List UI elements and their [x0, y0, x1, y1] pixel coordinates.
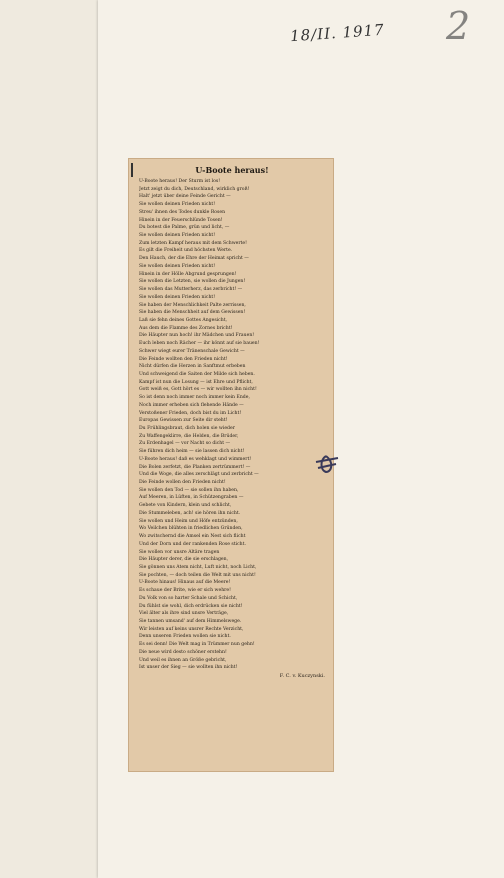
handwritten-date: 18/II. 1917	[289, 20, 386, 46]
poem-line: Du botest die Palme, grün und licht, —	[139, 225, 230, 231]
poem-line: Du fühlst sie wohl, dich erdrücken sie nicht!	[139, 603, 243, 609]
poem-line: Nicht dürfen die Herzen in Sanftmut erbeben	[139, 364, 246, 370]
poem-line: Sie pochten, — doch teilen die Welt mit uns nicht!	[139, 572, 256, 578]
poem-line: U-Boote heraus! Der Sturm ist los!	[139, 179, 221, 184]
poem-line: Zu Waffengeklirre, die Helden, die Brüder,	[139, 433, 239, 439]
poem-author: F. C. v. Kuczynski.	[279, 673, 325, 679]
poem-line: Verstoßener Frieden, doch bist du im Licht!	[139, 410, 242, 416]
poem-line: Es schaue der Brite, wie er sich wehre!	[139, 588, 231, 594]
poem-line: Sie wollen und Heim und Höfe entzünden,	[139, 518, 238, 524]
poem-line: So ist denn noch immer noch immer kein Ende,	[139, 395, 250, 401]
poem-line: Du Frühlingsbraut, dich holen sie wieder	[139, 426, 235, 431]
poem-line: Viel älter als ihre sind unsre Verträge,	[139, 611, 229, 617]
poem-line: Wo zwitschernd die Amsel ein Nest sich flicht	[139, 534, 246, 540]
poem-line: Denn unseren Frieden wollen sie nicht.	[139, 634, 231, 640]
handwritten-page-number: 2	[446, 4, 471, 48]
poem-line: Die Stummeleben, ach! sie hören ihn nicht.	[139, 510, 241, 516]
poem-line: Halt' jetzt über deine Feinde Gericht —	[139, 194, 231, 200]
poem-line: Sie wollen deinen Frieden nicht!	[139, 263, 216, 269]
poem-line: Den Hauch, der die Ehre der Heimat spricht —	[139, 256, 249, 262]
poem-line: Wo Veilchen blühten in friedlichen Gründen,	[139, 526, 243, 532]
poem-line: Schwer wiegt eurer Tränenschale Gewicht —	[139, 348, 245, 354]
poem-line: Sie wollen das Mutterherz, das zerbricht! —	[139, 287, 243, 293]
poem-line: Sie wollen deinen Frieden nicht!	[139, 233, 216, 239]
poem-line: Es gilt die Freiheit und höchsten Werte.	[139, 248, 233, 254]
poem-line: Jetzt zeigt du dich, Deutschland, wirklich groß!	[139, 186, 250, 192]
poem-line: Sie haben die Menschheit auf dem Gewissen!	[139, 310, 246, 316]
poem-line: Laß sie fehn deines Gottes Angesicht,	[139, 317, 228, 323]
poem-line: Auf Meeren, in Lüften, in Schützengraben —	[139, 495, 244, 501]
poem-line: Euch leben noch Rächer — ihr könnt auf sie bauen!	[139, 341, 260, 347]
poem-line: U-Boote hinaus! Hinaus auf die Meere!	[139, 580, 231, 586]
newspaper-clipping	[128, 158, 334, 772]
poem-line: Die Feinde wollen den Frieden nicht!	[139, 480, 226, 486]
poem-line: Streu' ihnen des Todes dunkle Rosen	[139, 209, 226, 215]
poem-line: Und die Woge, die alles zerschlägt und zerbricht —	[139, 472, 259, 478]
poem-line: Wir leisten auf keins unsrer Rechte Verzicht,	[139, 626, 244, 632]
poem-line: Die Bolen zerfetzt, die Planken zertrümmert! —	[139, 464, 251, 470]
poem-line: Sie tannen umsand' auf dem Himmelswege.	[139, 618, 242, 624]
poem-line: Es sei denn! Die Welt mag in Trümmer nun gehn!	[139, 642, 255, 648]
poem-line: Sie wollen deinen Frieden nicht!	[139, 294, 216, 300]
poem-line: U-Boote heraus! daß es wehklagt und wimmert!	[139, 456, 252, 462]
poem-line: Und der Dorn und der rankenden Rose sticht.	[139, 541, 246, 547]
poem-line: Sie gönnen uns Atem nicht, Luft nicht, noch Licht,	[139, 564, 257, 570]
pencil-mark-icon	[312, 454, 342, 474]
poem-line: Hinein in der Feuerschlünde Tosen!	[139, 217, 223, 223]
poem-line: Gebete von Kindern, klein und schlicht,	[139, 503, 232, 509]
poem-line: Und weil es ihnen an Größe gebricht,	[139, 657, 227, 663]
poem-line: Gott weiß es, Gott hört es — wir wollten ihn nicht!	[139, 387, 257, 393]
poem-title: U-Boote heraus!	[195, 165, 269, 175]
poem-line: Sie wollen die Letzten, sie wollen die Jungen!	[139, 279, 246, 285]
left-margin	[0, 0, 98, 878]
poem-line: Die Häupter nun hoch! ihr Mädchen und Frauen!	[139, 333, 255, 339]
poem-line: Die Häupter derer, die sie erschlagen,	[139, 557, 229, 563]
poem-line: Kampf ist nun die Losung — ist Ehre und Pflicht,	[139, 379, 253, 385]
poem-line: Noch immer erheben sich flehende Hände —	[139, 402, 244, 408]
poem-line: Die Feinde wollten den Frieden nicht!	[139, 356, 228, 362]
poem-line: Europas Gewissen zur Seite dir steht!	[139, 418, 228, 424]
poem-line: Sie wollen deinen Frieden nicht!	[139, 202, 216, 208]
poem-line: Und schweigend die Saiten der Milde sich heben.	[139, 371, 255, 377]
poem-line: Sie wollen vor unsre Altäre tragen	[139, 549, 220, 555]
clipping-edge-mark	[131, 163, 133, 177]
poem-line: Sie führen dich heim — sie lassen dich nicht!	[139, 449, 245, 455]
poem-line: Hinein in der Hölle Abgrund gesprungen!	[139, 271, 237, 277]
poem-line: Du Volk von so harter Schale und Schicht,	[139, 595, 238, 601]
poem-line: Zu Erdenhagel — vor Nacht so dicht —	[139, 441, 231, 447]
poem-line: Zum letzten Kampf heraus mit dem Schwerte!	[139, 240, 247, 246]
poem-line: Ist unser der Sieg — sie wollten ihn nicht!	[139, 665, 238, 671]
poem-line: Sie wollen den Tod — sie sollen ihn haben,	[139, 487, 239, 493]
poem-line: Die neue wird desto schöner erstehn!	[139, 649, 227, 655]
poem-body	[139, 178, 325, 672]
poem-line: Sie haben der Menschlichkeit Palte zerrissen,	[139, 302, 246, 308]
poem-line: Aus dem die Flamme des Zornes bricht!	[139, 325, 233, 331]
